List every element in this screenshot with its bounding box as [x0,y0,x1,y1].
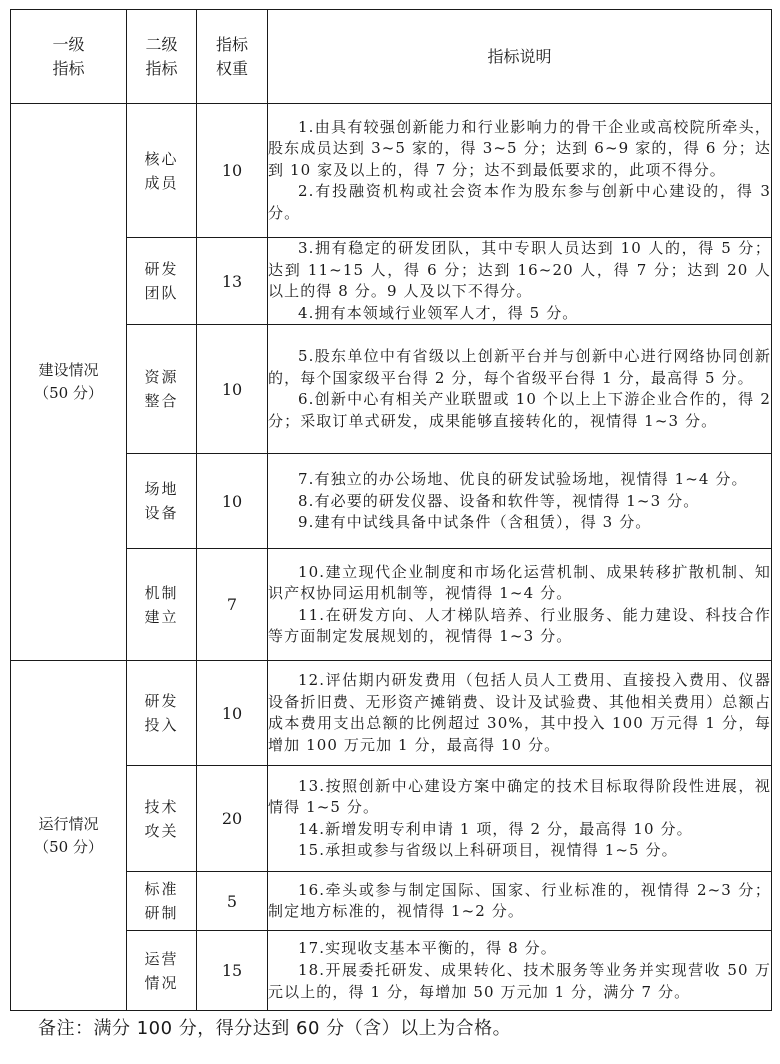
description-cell [268,766,772,872]
level2-line2: 团队 [144,284,179,303]
criterion-item: 16.牵头或参与制定国际、国家、行业标准的，视情得 2~3 分；制定地方标准的，视情得 1~2 分。 [268,880,771,921]
header-row [11,10,772,104]
description-cell [268,661,772,766]
level2-line1: 场地 [144,480,179,499]
weight-cell: 10 [197,325,268,454]
level2-cell [127,766,197,872]
level2-line2: 成员 [144,173,179,192]
header-level2-line2: 指标 [145,58,178,78]
header-weight [197,10,268,104]
criterion-item: 1.由具有较强创新能力和行业影响力的骨干企业或高校院所牵头，股东成员达到 3~5 家的，得 3~5 分；达到 6~9 家的，得 6 分；达到 10 家及以上的，得 7 分；达不到最低要求的，此项不得分。 [268,117,771,179]
level2-cell [127,454,197,549]
weight-cell: 15 [197,931,268,1011]
criterion-item: 14.新增发明专利申请 1 项，得 2 分，最高得 10 分。 [298,819,693,838]
description-cell [268,325,772,454]
footnote: 备注：满分 100 分，得分达到 60 分（含）以上为合格。 [38,1018,512,1039]
level2-line1: 研发 [144,692,179,711]
level2-line1: 资源 [144,368,179,387]
level2-line2: 情况 [144,973,179,992]
level1-label: 运行情况 [38,814,99,833]
level2-line1: 运营 [144,949,179,968]
criterion-item: 4.拥有本领域行业领军人才，得 5 分。 [298,303,579,322]
level2-line1: 标准 [144,880,179,899]
criterion-item: 8.有必要的研发仪器、设备和软件等，视情得 1~3 分。 [298,491,700,510]
level2-cell [127,549,197,661]
description-cell [268,549,772,661]
header-level2 [127,10,197,104]
level2-cell [127,238,197,325]
weight-cell: 7 [197,549,268,661]
header-level2-line1: 二级 [145,34,178,54]
table-row [11,104,772,238]
level2-line2: 研制 [144,904,179,923]
weight-cell: 5 [197,872,268,931]
header-level1-line2: 指标 [52,58,85,78]
criterion-item: 11.在研发方向、人才梯队培养、行业服务、能力建设、科技合作等方面制定发展规划的，视情得 1~3 分。 [268,605,771,646]
weight-cell: 20 [197,766,268,872]
header-weight-line1: 指标 [215,34,248,54]
level1-cell [11,661,127,1011]
level1-score: （50 分） [34,384,103,403]
level2-line2: 整合 [144,392,179,411]
criterion-item: 15.承担或参与省级以上科研项目，视情得 1~5 分。 [298,841,678,860]
criterion-item: 7.有独立的办公场地、优良的研发试验场地，视情得 1~4 分。 [298,469,748,488]
level2-line1: 研发 [144,260,179,279]
description-cell [268,872,772,931]
header-level1 [11,10,127,104]
level1-score: （50 分） [34,837,103,856]
weight-cell: 10 [197,454,268,549]
level2-line1: 核心 [144,149,179,168]
level2-cell [127,104,197,238]
criterion-item: 9.建有中试线具备中试条件（含租赁），得 3 分。 [298,513,652,532]
level2-line2: 攻关 [144,821,179,840]
header-description: 指标说明 [268,10,772,104]
criterion-item: 5.股东单位中有省级以上创新平台并与创新中心进行网络协同创新的，每个国家级平台得 2 分，每个省级平台得 1 分，最高得 5 分。 [268,347,771,387]
level2-cell [127,661,197,766]
criterion-item: 12.评估期内研发费用（包括人员人工费用、直接投入费用、仪器设备折旧费、无形资产摊销费、设计及试验费、其他相关费用）总额占成本费用支出总额的比例超过 30%，其中投入 100 万元得 1 分，每增加 100 万元加 1 分，最高得 10 分。 [268,671,771,754]
level2-line2: 建立 [144,607,179,626]
level1-cell [11,104,127,661]
evaluation-criteria-table [10,9,772,1011]
weight-cell: 10 [197,104,268,238]
level2-line1: 机制 [144,583,179,602]
criterion-item: 10.建立现代企业制度和市场化运营机制、成果转移扩散机制、知识产权协同运用机制等，视情得 1~4 分。 [268,562,771,603]
level2-cell [127,931,197,1011]
weight-cell: 10 [197,661,268,766]
level2-line2: 设备 [144,504,179,523]
criterion-item: 2.有投融资机构或社会资本作为股东参与创新中心建设的，得 3 分。 [268,182,771,222]
description-cell [268,104,772,238]
criterion-item: 18.开展委托研发、成果转化、技术服务等业务并实现营收 50 万元以上的，得 1 分，每增加 50 万元加 1 分，满分 7 分。 [268,961,771,1001]
level1-label: 建设情况 [38,361,99,380]
criterion-item: 6.创新中心有相关产业联盟或 10 个以上上下游企业合作的，得 2 分；采取订单式研发，成果能够直接转化的，视情得 1~3 分。 [268,390,771,430]
level2-line1: 技术 [144,797,179,816]
weight-cell: 13 [197,238,268,325]
header-weight-line2: 权重 [215,58,248,78]
level2-line2: 投入 [144,716,179,735]
level2-cell [127,872,197,931]
header-level1-line1: 一级 [52,34,85,54]
criterion-item: 17.实现收支基本平衡的，得 8 分。 [298,939,557,958]
criterion-item: 13.按照创新中心建设方案中确定的技术目标取得阶段性进展，视情得 1~5 分。 [268,776,771,817]
criterion-item: 3.拥有稳定的研发团队，其中专职人员达到 10 人的，得 5 分；达到 11~15 人，得 6 分；达到 16~20 人，得 7 分；达到 20 人以上的得 8 分。9 人及以下不得分。 [268,239,771,301]
description-cell [268,238,772,325]
description-cell [268,931,772,1011]
table-row [11,661,772,766]
level2-cell [127,325,197,454]
description-cell [268,454,772,549]
